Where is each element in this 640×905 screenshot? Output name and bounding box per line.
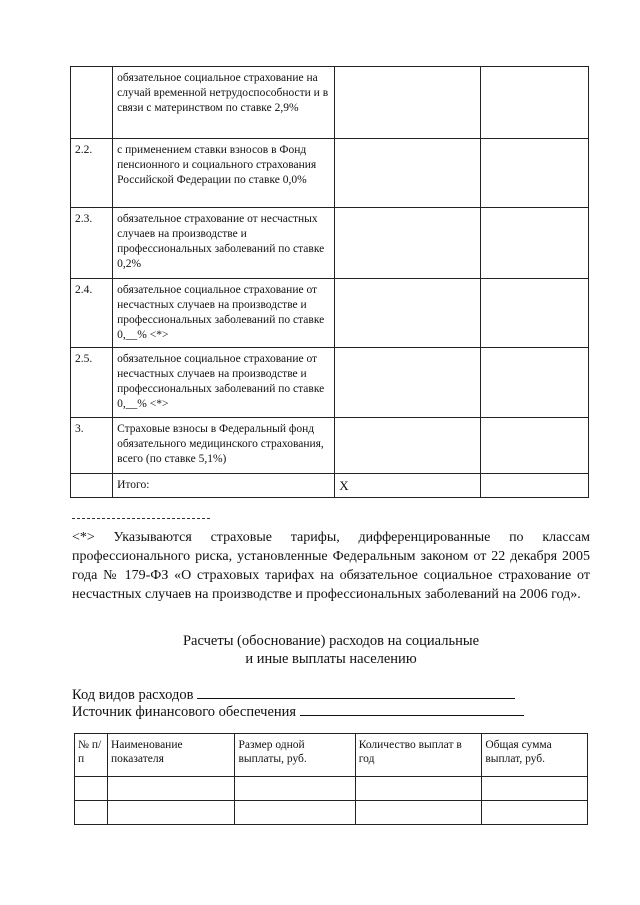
row-cell [480, 474, 588, 498]
row-description: обязательное социальное страхование от несчастных случаев на производстве и профессиональных заболеваний по ставке 0,__% <*> [113, 279, 335, 348]
row-description: обязательное социальное страхование на случай временной нетрудоспособности и в связи с материнством по ставке 2,9% [113, 67, 335, 139]
row-description: Страховые взносы в Федеральный фонд обязательного медицинского страхования, всего (по ставке 5,1%) [113, 418, 335, 474]
column-header: Количество выплат в год [355, 734, 482, 777]
footnote: <*> Указываются страховые тарифы, дифференцированные по классам профессионального риска, установленные Федеральным законом от 22 декабря 2005 года № 179-ФЗ «О страховых тарифах на обязательное социальное страхование от несчастных случаев на производстве и профессиональных заболеваний на 2006 год». [72, 530, 590, 602]
expense-code-label: Код видов расходов [72, 687, 194, 703]
expense-code-field[interactable] [197, 685, 515, 699]
row-cell [335, 208, 480, 279]
row-number: 2.5. [71, 348, 113, 418]
row-cell [335, 418, 480, 474]
column-header: № п/п [75, 734, 108, 777]
table-cell [235, 801, 355, 825]
total-label: Итого: [113, 474, 335, 498]
funding-source-label: Источник финансового обеспечения [72, 704, 297, 720]
table-row [75, 801, 588, 825]
total-x-mark: X [335, 474, 480, 498]
column-header: Общая сумма выплат, руб. [482, 734, 588, 777]
table-row [75, 777, 588, 801]
total-row [71, 474, 589, 498]
footnote-divider [72, 518, 210, 519]
row-number [71, 67, 113, 139]
row-cell [480, 67, 588, 139]
table-cell [235, 777, 355, 801]
table-row [71, 208, 589, 279]
row-number: 2.4. [71, 279, 113, 348]
row-cell [480, 208, 588, 279]
row-cell [335, 139, 480, 208]
table-header-row [75, 734, 588, 777]
table-cell [355, 801, 482, 825]
table-cell [355, 777, 482, 801]
table-cell [107, 777, 235, 801]
column-header: Наименование показателя [107, 734, 235, 777]
table-row [71, 67, 589, 139]
table-cell [75, 801, 108, 825]
table-row [71, 348, 589, 418]
table-row [71, 418, 589, 474]
table-cell [482, 801, 588, 825]
row-number: 2.3. [71, 208, 113, 279]
row-number: 3. [71, 418, 113, 474]
column-header: Размер одной выплаты, руб. [235, 734, 355, 777]
row-cell [335, 279, 480, 348]
row-cell [480, 139, 588, 208]
row-number [71, 474, 113, 498]
row-description: обязательное социальное страхование от несчастных случаев на производстве и профессиональных заболеваний по ставке 0,__% <*> [113, 348, 335, 418]
row-number: 2.2. [71, 139, 113, 208]
table-row [71, 279, 589, 348]
row-description: с применением ставки взносов в Фонд пенсионного и социального страхования Российской Федерации по ставке 0,0% [113, 139, 335, 208]
funding-source-line [72, 702, 524, 721]
section-title [72, 632, 590, 668]
row-cell [335, 348, 480, 418]
row-cell [335, 67, 480, 139]
row-description: обязательное страхование от несчастных случаев на производстве и профессиональных заболеваний по ставке 0,2% [113, 208, 335, 279]
row-cell [480, 348, 588, 418]
section-title-line: Расчеты (обоснование) расходов на социальные [182, 633, 480, 649]
section-title-line: и иные выплаты населению [245, 651, 417, 667]
table-cell [482, 777, 588, 801]
row-cell [480, 418, 588, 474]
table-row [71, 139, 589, 208]
table-cell [107, 801, 235, 825]
row-cell [480, 279, 588, 348]
table-cell [75, 777, 108, 801]
funding-source-field[interactable] [300, 702, 524, 716]
insurance-contributions-table [70, 66, 589, 498]
payments-table [74, 733, 588, 825]
